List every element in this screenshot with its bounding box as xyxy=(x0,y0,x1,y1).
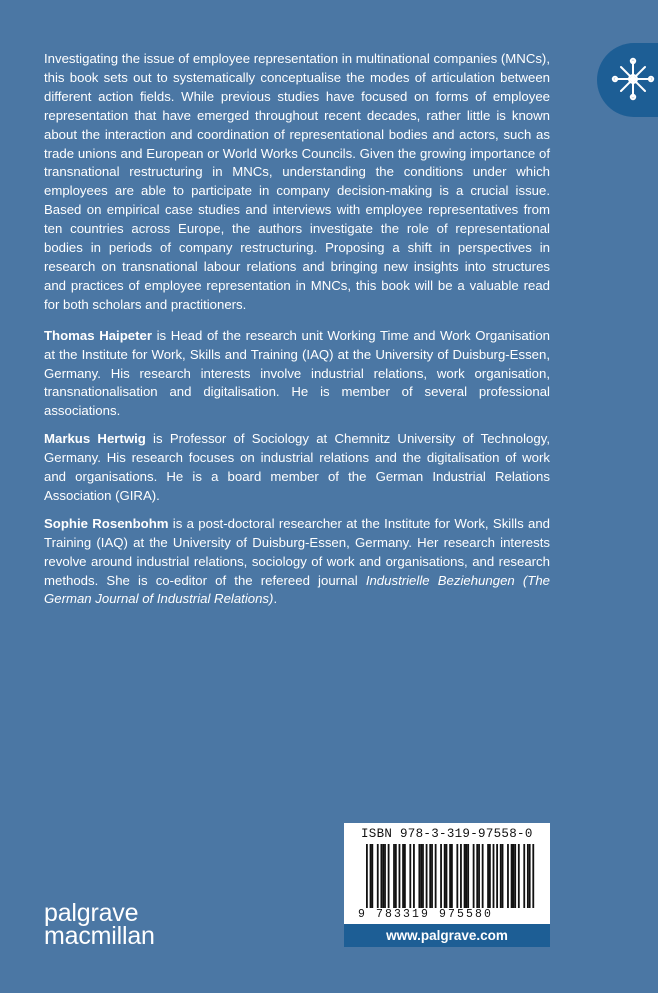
barcode-bar xyxy=(422,844,424,908)
barcode-bar xyxy=(523,844,525,908)
barcode-bar xyxy=(370,844,372,908)
author-name: Thomas Haipeter xyxy=(44,327,152,343)
barcode-bar xyxy=(511,844,513,908)
barcode-bar xyxy=(429,844,431,908)
barcode-bars xyxy=(366,844,536,910)
barcode-bar xyxy=(399,844,401,908)
barcode-bar xyxy=(409,844,411,908)
barcode-bar xyxy=(440,844,442,908)
barcode-bar xyxy=(446,844,448,908)
barcode-bar xyxy=(413,844,415,908)
barcode-bar xyxy=(476,844,478,908)
logo-line-palgrave: palgrave xyxy=(44,899,139,927)
barcode-bar xyxy=(482,844,484,908)
barcode-bar xyxy=(384,844,386,908)
author-bio-text: is Head of the research unit Working Time and Work Organisation at the Institute for Work, Skills and Training (IAQ) at the University of Duisburg-Essen, Germany. His research interests involve industrial relations, work organisation, transnationalisation and digitalisation. He is member of several professional associations. xyxy=(44,327,551,419)
barcode-bar xyxy=(456,844,458,908)
barcode-bar xyxy=(465,844,467,908)
barcode-bar xyxy=(464,844,466,908)
publisher-emblem xyxy=(597,43,658,117)
author-bio xyxy=(44,430,550,506)
barcode-bar xyxy=(489,844,491,908)
barcode-bar xyxy=(402,844,404,908)
barcode-bar xyxy=(493,844,495,908)
barcode-bar xyxy=(420,844,422,908)
barcode-bar xyxy=(371,844,373,908)
barcode-bar xyxy=(478,844,480,908)
barcode-bar xyxy=(366,844,368,908)
barcode-bar xyxy=(431,844,433,908)
barcode-bar xyxy=(502,844,504,908)
barcode-bar xyxy=(467,844,469,908)
barcode-bar xyxy=(514,844,516,908)
barcode-bar xyxy=(382,844,384,908)
palgrave-snowflake-icon xyxy=(611,57,655,101)
barcode-bar xyxy=(444,844,446,908)
author-name: Markus Hertwig xyxy=(44,431,146,447)
isbn-barcode xyxy=(344,823,550,924)
barcode-bar xyxy=(487,844,489,908)
author-bio-text: is a post-doctoral researcher at the Institute for Work, Skills and Training (IAQ) at the University of Duisburg-Essen, Germany. Her research interests revolve around industrial relations, sociology of work and organisations, and research methods. She is co-editor of the refereed journal xyxy=(44,515,550,588)
author-bio xyxy=(44,515,550,610)
barcode-bar xyxy=(496,844,498,908)
palgrave-macmillan-logo xyxy=(44,899,155,950)
book-blurb: Investigating the issue of employee representation in multinational companies (MNCs), this book sets out to systematically conceptualise the modes of articulation between different action fields. While previous studies have focused on forms of employee representation that have emerged throughout recent decades, rather little is known about the interaction and coordination of representational bodies and actors, such as trade unions and European or World Works Councils. Given the growing importance of transnational restructuring in MNCs, understanding the conditions under which employees are able to participate in company decision-making is a crucial issue. Based on empirical case studies and interviews with employee representatives from ten countries across Europe, the authors investigate the role of representational bodies in periods of company restructuring. Proposing a shift in perspectives in research on transnational labour relations and bringing new insights into structures and practices of employee representation in MNCs, this book will be a valuable read for both scholars and practitioners. xyxy=(44,51,550,312)
barcode-bar xyxy=(507,844,509,908)
barcode-bar xyxy=(512,844,514,908)
publisher-url[interactable]: www.palgrave.com xyxy=(344,924,550,947)
isbn-label: ISBN 978-3-319-97558-0 xyxy=(361,827,533,841)
back-cover-text xyxy=(44,50,550,618)
barcode-bar xyxy=(460,844,462,908)
barcode-bar xyxy=(393,844,395,908)
barcode-bar xyxy=(532,844,534,908)
barcode-bar xyxy=(395,844,397,908)
ean-digits: 9 783319 975580 xyxy=(358,908,494,921)
barcode-bar xyxy=(404,844,406,908)
barcode-bar xyxy=(518,844,520,908)
barcode-bar xyxy=(473,844,475,908)
author-bio-text: is Professor of Sociology at Chemnitz University of Technology, Germany. His research focuses on industrial relations and the digitalisation of work and organisations. He is a board member of the German Industrial Relations Association (GIRA). xyxy=(44,431,550,503)
barcode-bar xyxy=(426,844,428,908)
barcode-bar xyxy=(527,844,529,908)
journal-title: Industrielle Beziehungen (The German Journal of Industrial Relations) xyxy=(44,572,551,607)
logo-line-macmillan: macmillan xyxy=(44,922,155,950)
author-name: Sophie Rosenbohm xyxy=(44,515,169,531)
barcode-bar xyxy=(529,844,531,908)
barcode-bar xyxy=(418,844,420,908)
barcode-bar xyxy=(500,844,502,908)
barcode-bar xyxy=(380,844,382,908)
barcode-bar xyxy=(449,844,451,908)
barcode-bar xyxy=(435,844,437,908)
author-bio-end: . xyxy=(273,591,278,607)
author-bio xyxy=(44,327,550,422)
barcode-bar xyxy=(451,844,453,908)
barcode-bar xyxy=(388,844,390,908)
barcode-bar xyxy=(377,844,379,908)
